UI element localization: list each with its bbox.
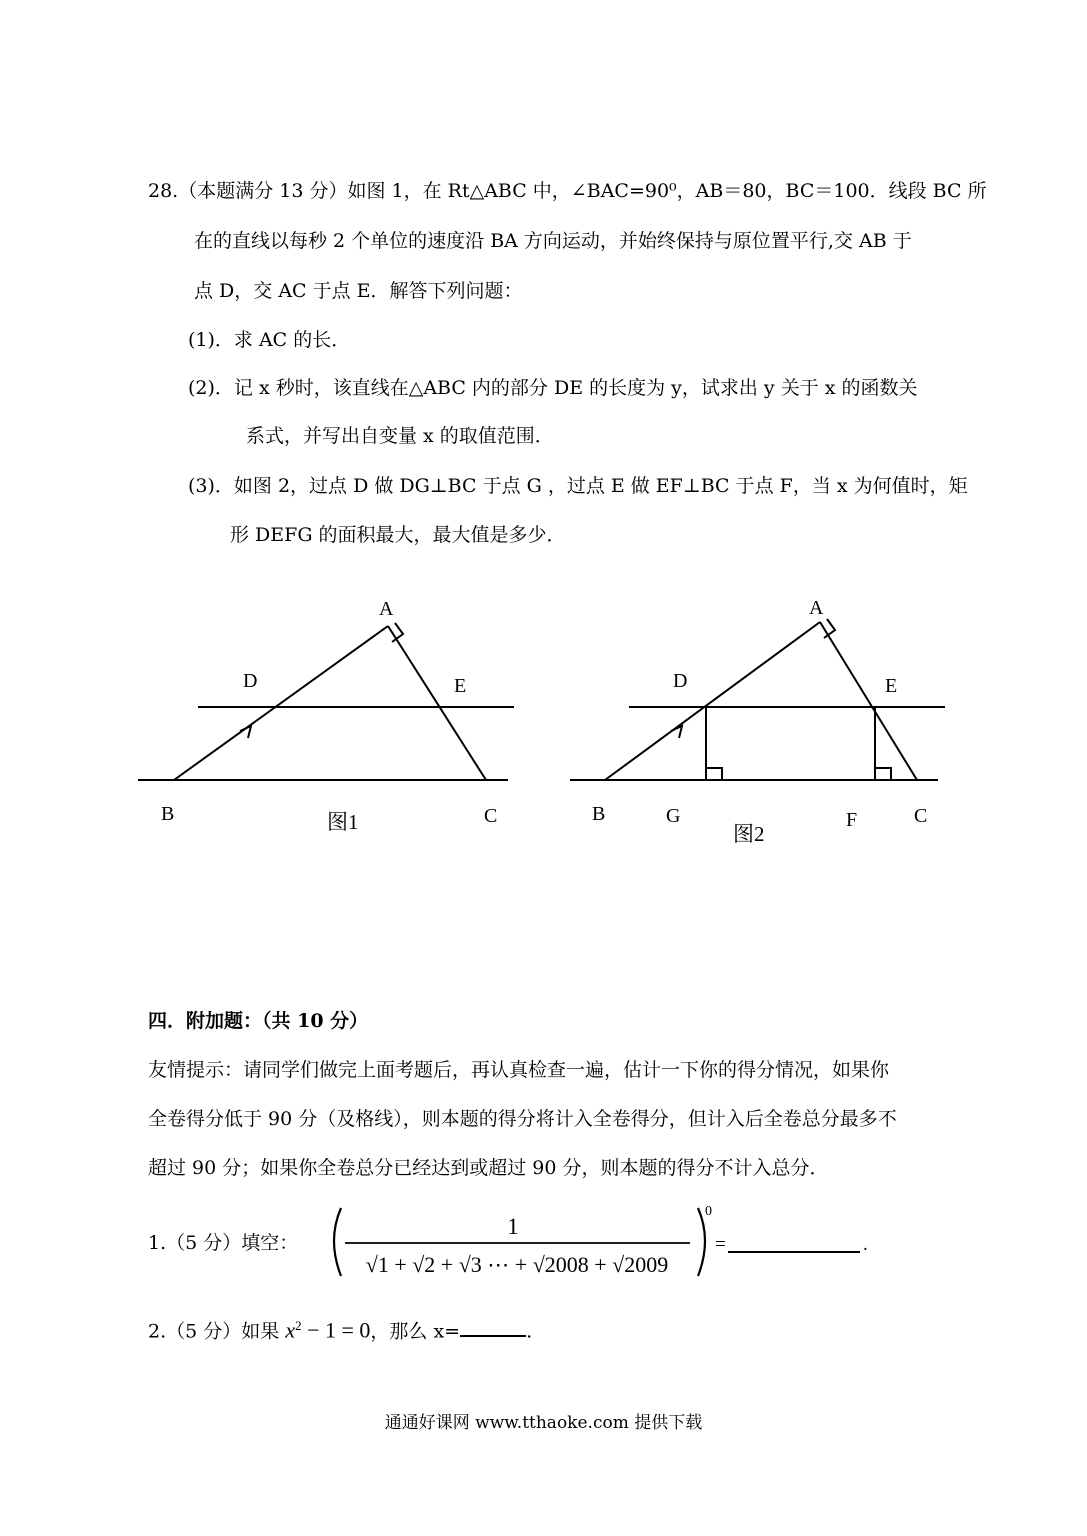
question-2-equation: − 1 = 0 xyxy=(301,1317,371,1343)
fraction-numerator: 1 xyxy=(507,1214,519,1239)
figure-1-side-ab xyxy=(174,626,388,780)
answer-blank-2[interactable] xyxy=(460,1335,526,1337)
question-1-prefix: 1.（5 分）填空： xyxy=(148,1232,299,1254)
figure-1-caption: 图1 xyxy=(327,810,359,834)
question-1-expression xyxy=(325,1200,870,1285)
problem-28-line-1: 28.（本题满分 13 分）如图 1，在 Rt△ABC 中，∠BAC=90⁰，AB＝80，BC＝100．线段 BC 所 xyxy=(148,180,987,202)
figure-2-side-ac xyxy=(820,622,917,780)
equals-sign: = xyxy=(715,1234,726,1255)
figure-2-side-ab xyxy=(605,622,820,780)
problem-28-part-3-line-2: 形 DEFG 的面积最大，最大值是多少． xyxy=(230,524,566,546)
figure-1-label-b: B xyxy=(161,803,175,825)
figure-2-arrow xyxy=(671,726,682,738)
figure-2-label-c: C xyxy=(914,805,928,827)
problem-28-part-2-line-2: 系式，并写出自变量 x 的取值范围． xyxy=(246,425,554,447)
figure-2-label-a: A xyxy=(809,597,824,619)
section-4-tip-line-3: 超过 90 分；如果你全卷总分已经达到或超过 90 分，则本题的得分不计入总分． xyxy=(148,1157,829,1179)
page-footer: 通通好课网 www.tthaoke.com 提供下载 xyxy=(384,1413,703,1433)
figure-2-right-angle-f xyxy=(875,768,891,780)
problem-28-part-1: (1)．求 AC 的长． xyxy=(188,329,351,351)
question-2-variable-x: x xyxy=(285,1317,296,1343)
fraction-denominator: √1 + √2 + √3 ⋯ + √2008 + √2009 xyxy=(365,1252,669,1277)
left-paren xyxy=(334,1208,341,1276)
figure-1-label-e: E xyxy=(454,675,467,697)
figure-2-label-d: D xyxy=(673,670,688,692)
problem-28-part-3-line-1: (3)．如图 2，过点 D 做 DG⊥BC 于点 G ，过点 E 做 EF⊥BC 于点 F，当 x 为何值时，矩 xyxy=(188,475,968,497)
figure-1-label-a: A xyxy=(379,598,394,620)
section-4-heading: 四．附加题：（共 10 分） xyxy=(148,1010,369,1032)
question-1-end: . xyxy=(863,1234,868,1255)
problem-28-line-2: 在的直线以每秒 2 个单位的速度沿 BA 方向运动，并始终保持与原位置平行,交 AB 于 xyxy=(194,230,912,252)
right-paren xyxy=(698,1208,705,1276)
exponent-zero: 0 xyxy=(705,1204,712,1219)
figure-2-right-angle-mark xyxy=(824,619,835,638)
question-2 xyxy=(148,1313,532,1344)
question-2-mid: ，那么 x= xyxy=(370,1320,461,1343)
figure-2-label-g: G xyxy=(666,805,681,827)
figure-2-right-angle-g xyxy=(706,768,722,780)
section-4-tip-line-2: 全卷得分低于 90 分（及格线），则本题的得分将计入全卷得分，但计入后全卷总分最多不 xyxy=(148,1108,897,1130)
section-4-tip-line-1: 友情提示：请同学们做完上面考题后，再认真检查一遍，估计一下你的得分情况，如果你 xyxy=(148,1059,890,1081)
figure-1-label-d: D xyxy=(243,670,258,692)
problem-28-part-2-line-1: (2)．记 x 秒时，该直线在△ABC 内的部分 DE 的长度为 y，试求出 y 关于 x 的函数关 xyxy=(188,377,918,399)
figure-1-right-angle-mark xyxy=(392,623,403,642)
problem-28-line-3: 点 D，交 AC 于点 E．解答下列问题： xyxy=(194,280,523,302)
question-2-exponent: 2 xyxy=(295,1318,302,1333)
figure-2-label-f: F xyxy=(846,809,858,831)
figure-1-side-ac xyxy=(388,626,486,780)
figure-2-caption: 图2 xyxy=(733,822,765,846)
figure-2-label-b: B xyxy=(592,803,606,825)
figure-1-label-c: C xyxy=(484,805,498,827)
question-2-end: . xyxy=(526,1320,533,1343)
question-2-prefix: 2.（5 分）如果 xyxy=(148,1320,280,1343)
figure-2-label-e: E xyxy=(885,675,898,697)
